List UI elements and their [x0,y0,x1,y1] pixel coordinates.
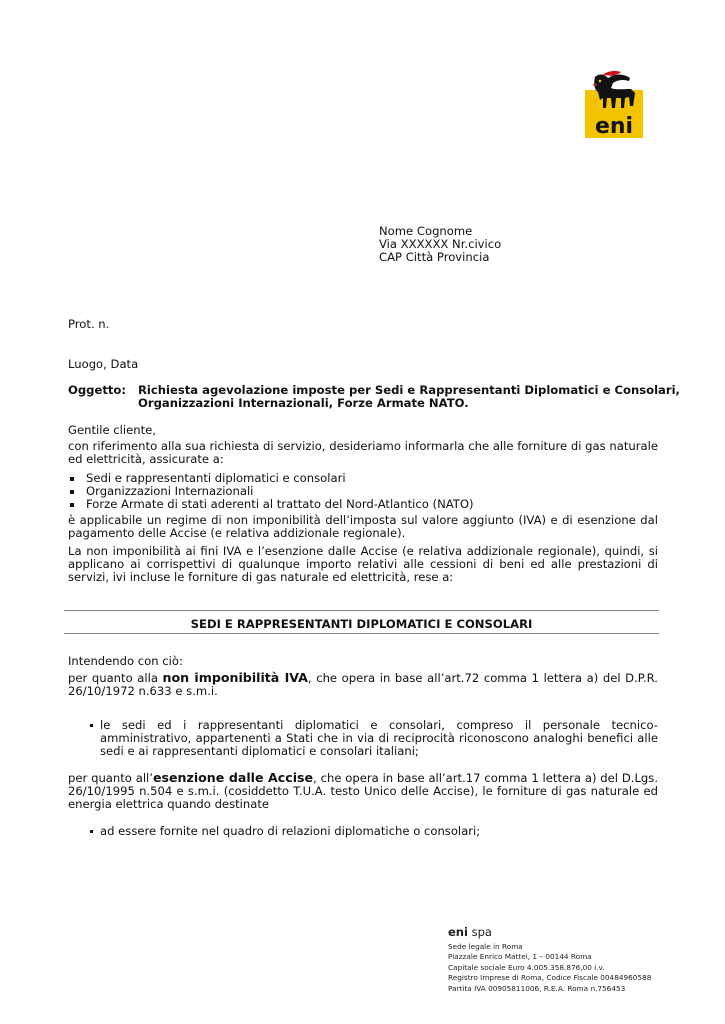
iva-text-pre: per quanto alla [68,671,163,685]
eni-logo [585,70,643,138]
bullet-icon [70,477,74,481]
section-divider-top [64,610,659,611]
section-title: SEDI E RAPPRESENTANTI DIPLOMATICI E CONSOLARI [190,617,533,631]
bullet-icon [70,490,74,494]
section-intro: Intendendo con ciò: [68,654,183,668]
accise-text-pre: per quanto all’ [68,771,153,785]
footer-line: Partita IVA 00905811006, R.E.A. Roma n.756453 [448,983,626,993]
recipient-street: Via XXXXXX Nr.civico [379,237,502,252]
recipient-city: CAP Città Provincia [379,250,490,265]
footer-line: Registro Imprese di Roma, Codice Fiscale 00484960588 [448,973,652,983]
bullet-icon [70,503,74,507]
bullet-icon [90,724,93,727]
company-name [448,925,651,939]
section-divider-bottom [64,633,659,634]
accise-bullet [88,825,658,838]
company-footer [448,925,651,994]
iva-text-post: , che opera in base all’art.72 comma 1 lettera a) del D.P.R. 26/10/1972 n.633 e s.m.i. [68,671,658,699]
subject-line: Organizzazioni Internazionali, Forze Armate NATO. [138,396,469,411]
recipient-address [379,225,501,265]
bullet-icon [90,830,93,833]
iva-paragraph [68,671,658,698]
list-item-text: Organizzazioni Internazionali [86,484,254,499]
regime-paragraph: è applicabile un regime di non imponibilità dell’imposta sul valore aggiunto (IVA) e di esenzione dal pagamento delle Accise (e relativa addizionale regionale). [68,513,658,541]
logo-wordmark: eni [594,114,634,138]
footer-line: Capitale sociale Euro 4.005.358.876,00 i.v. [448,962,605,972]
subject-text [138,383,680,411]
accise-text-post: , che opera in base all’art.17 comma 1 lettera a) del D.Lgs. 26/10/1995 n.504 e s.m.i. (cosiddetto T.U.A. testo Unico delle Accise), le forniture di gas naturale ed energia elettrica quando destinate [68,771,658,812]
greeting: Gentile cliente, [68,423,156,437]
company-name-bold: eni [448,925,468,939]
beneficiary-list [68,472,658,512]
six-legged-dog-icon [585,70,643,138]
protocol-number: Prot. n. [68,317,110,331]
intro-paragraph: con riferimento alla sua richiesta di servizio, desideriamo informarla che alle forniture di gas naturale ed elettricità, assicurate a: [68,439,658,467]
footer-line: Piazzale Enrico Mattei, 1 – 00144 Roma [448,952,592,962]
scope-paragraph: La non imponibilità ai fini IVA e l’esenzione dalle Accise (e relativa addizionale regionale), quindi, si applicano ai corrispettivi di qualunque importo relativi alle cessioni di beni ed alle prestazioni di servizi, ivi incluse le forniture di gas naturale ed elettricità, rese a: [68,544,658,585]
accise-bullet-text: ad essere fornite nel quadro di relazioni diplomatiche o consolari; [100,824,481,838]
list-item [68,498,658,511]
iva-bullet-text: le sedi ed i rappresentanti diplomatici e consolari, compreso il personale tecnico-amministrativo, appartenenti a Stati che in via di reciprocità riconoscono analoghi benefici alle sedi e ai rappresentanti diplomatici e consolari italiani; [100,718,658,759]
place-date: Luogo, Data [68,357,139,371]
subject-label: Oggetto: [68,383,127,397]
list-item-text: Forze Armate di stati aderenti al trattato del Nord-Atlantico (NATO) [86,497,474,512]
accise-bold-term: esenzione dalle Accise [152,770,314,785]
subject-line: Richiesta agevolazione imposte per Sedi e Rappresentanti Diplomatici e Consolari, [138,383,680,397]
accise-paragraph [68,771,658,812]
footer-line: Sede legale in Roma [448,942,523,951]
recipient-name: Nome Cognome [379,224,473,238]
company-name-rest: spa [467,925,492,939]
iva-bold-term: non imponibilità IVA [162,670,308,685]
list-item-text: Sedi e rappresentanti diplomatici e consolari [86,471,346,485]
iva-bullet [88,719,658,759]
